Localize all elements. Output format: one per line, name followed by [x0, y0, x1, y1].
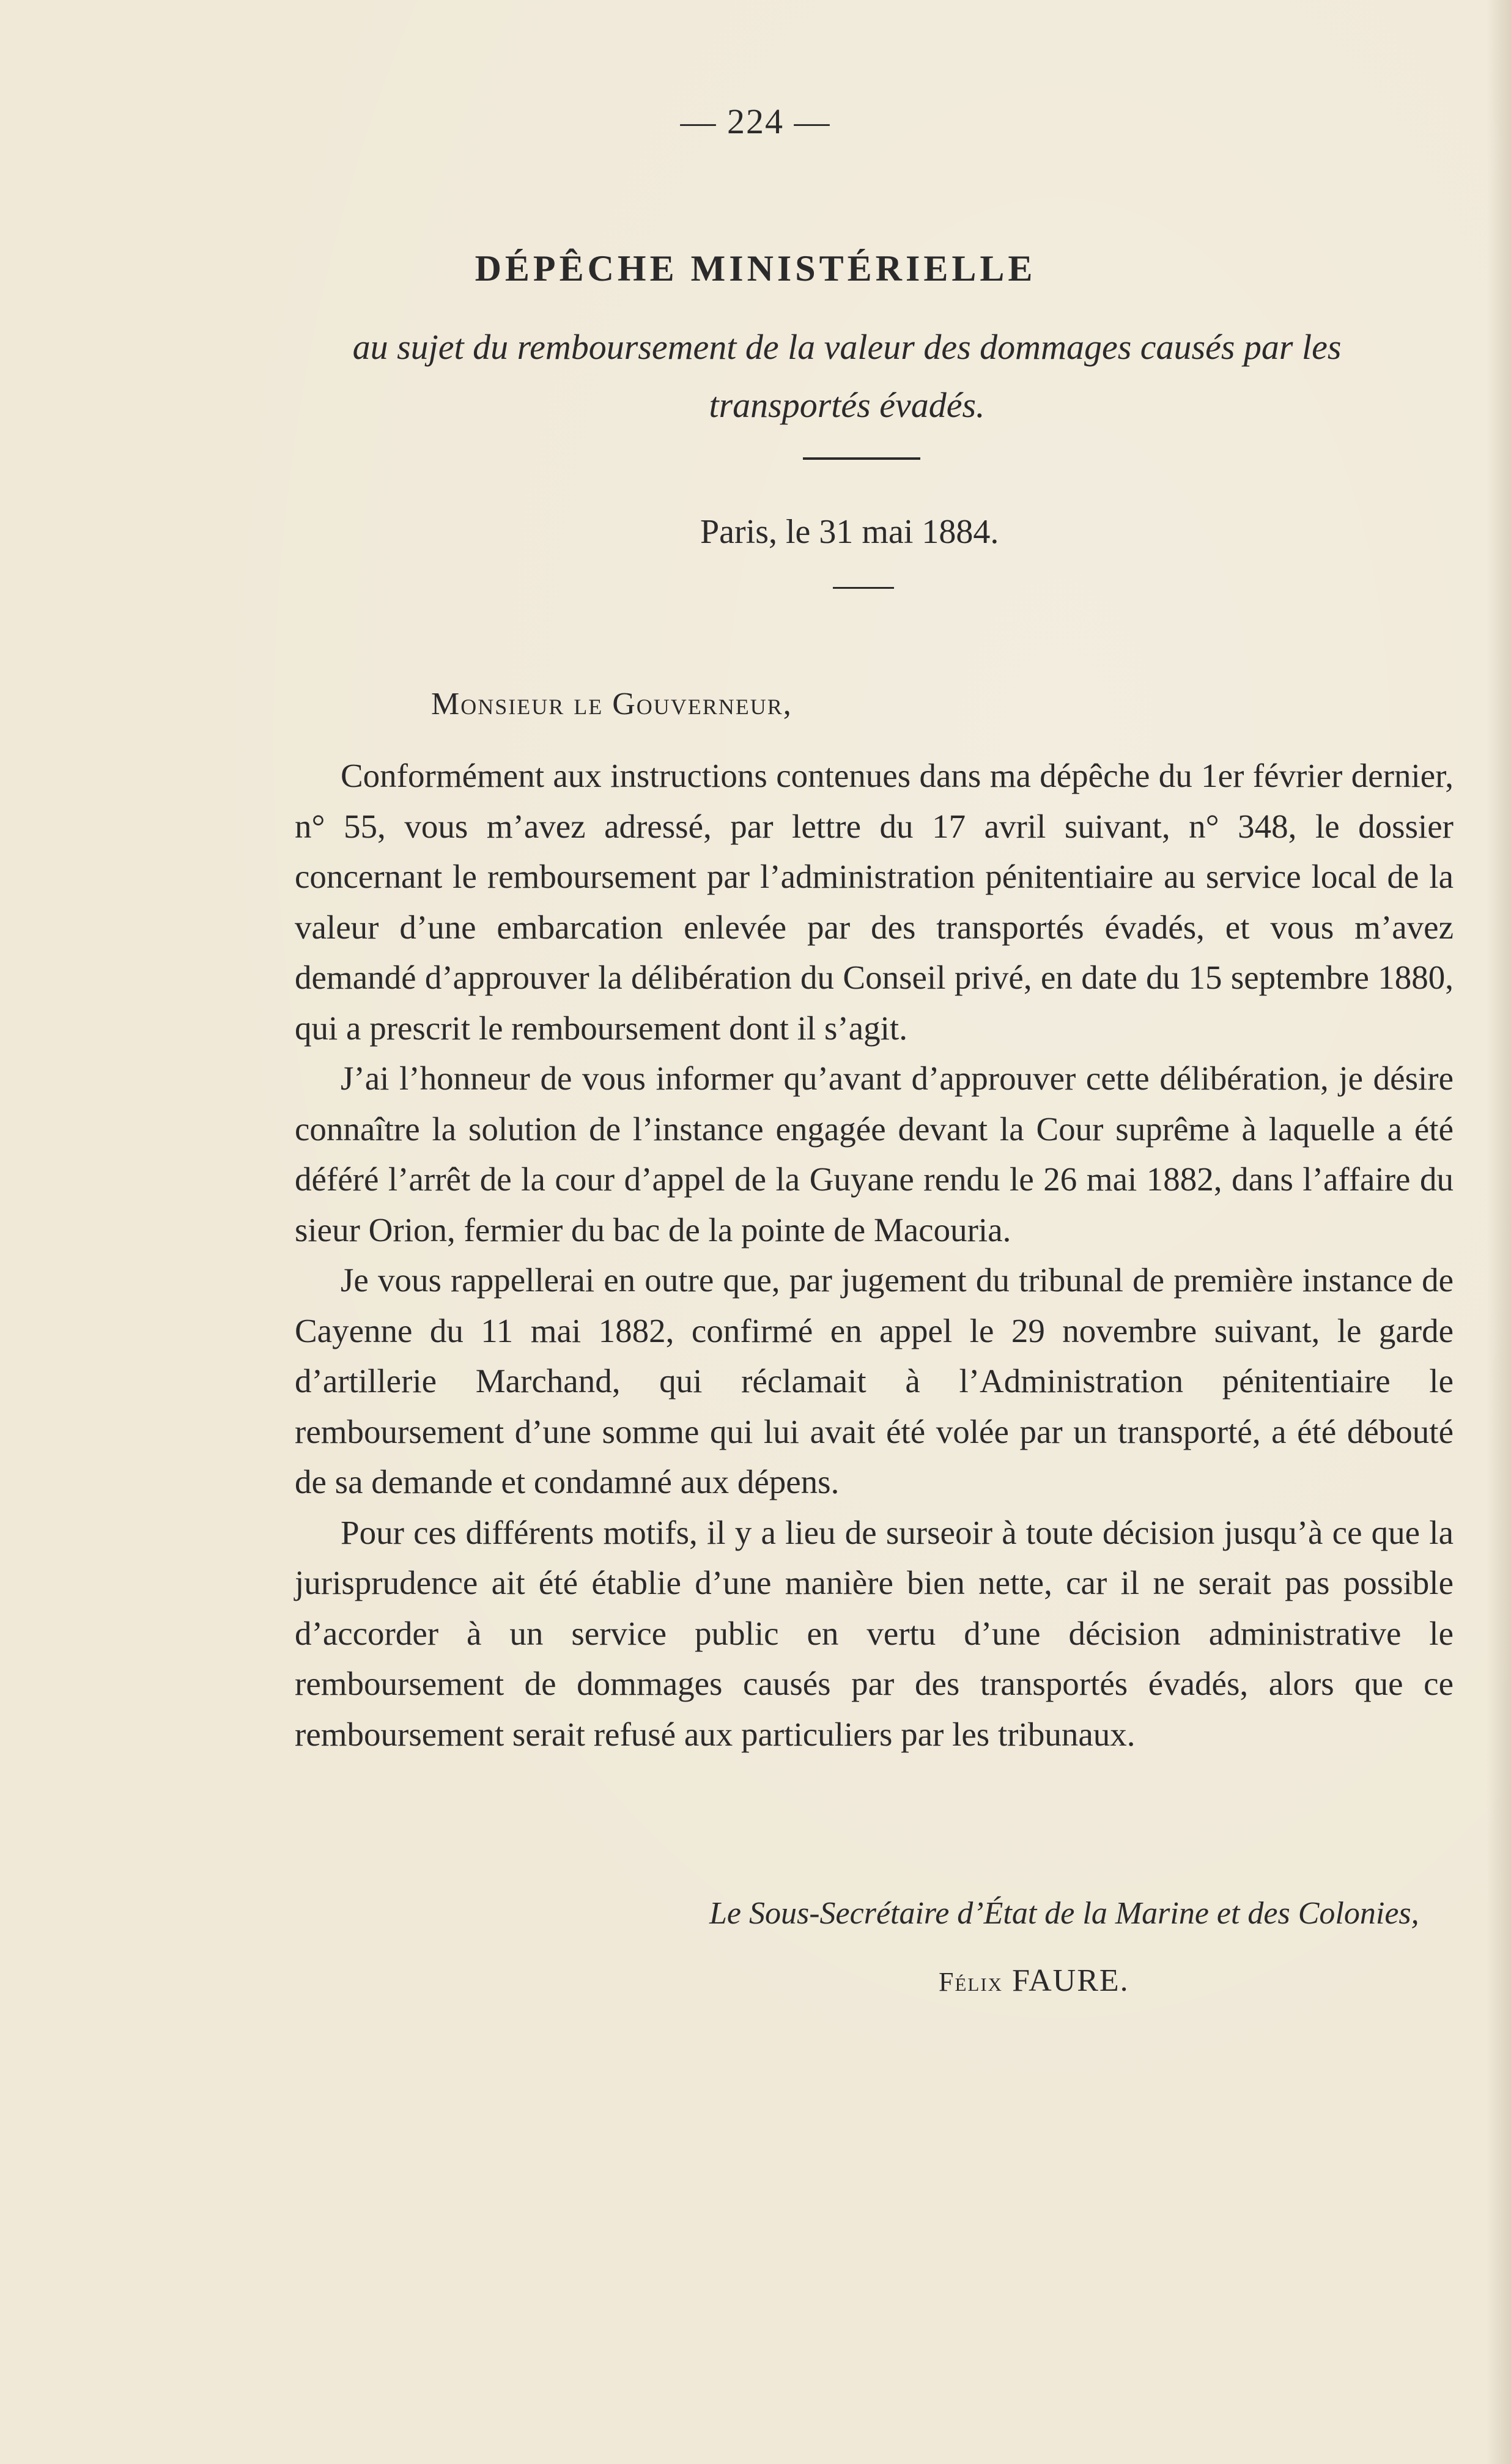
letter-body: [295, 751, 1454, 1760]
page-number: — 224 —: [680, 101, 831, 141]
document-subtitle: au sujet du remboursement de la valeur des dommages causés par les transportés évadés.: [352, 327, 1342, 425]
separator-rule-short: [833, 587, 894, 589]
paragraph: J’ai l’honneur de vous informer qu’avant d’approuver cette délibération, je désire connaître la solution de l’instance engagée devant la Cour suprême à laquelle a été déféré l’arrêt de la cour d’appel de la Guyane rendu le 26 mai 1882, dans l’affaire du sieur Orion, fermier du bac de la pointe de Macouria.: [295, 1060, 1454, 1249]
document-title: DÉPÊCHE MINISTÉRIELLE: [475, 248, 1036, 289]
paragraph: Conformément aux instructions contenues dans ma dépêche du 1er février dernier, n° 55, vous m’avez adressé, par lettre du 17 avril suivant, n° 348, le dossier concernant le remboursement par l’administration pénitentiaire au service local de la valeur d’une embarcation enlevée par des transportés évadés, et vous m’avez demandé d’approuver la délibération du Conseil privé, en date du 15 septembre 1880, qui a prescrit le remboursement dont il s’agit.: [295, 757, 1454, 1047]
signatory-title: Le Sous-Secrétaire d’État de la Marine et des Colonies,: [709, 1896, 1419, 1931]
dateline: Paris, le 31 mai 1884.: [700, 513, 999, 551]
signatory-name: [939, 1963, 1129, 1999]
salutation: Monsieur le Gouverneur,: [431, 687, 792, 721]
signatory-last-name: FAURE.: [1012, 1963, 1129, 1998]
separator-rule: [803, 457, 920, 460]
paragraph: Pour ces différents motifs, il y a lieu de surseoir à toute décision jusqu’à ce que la jurisprudence ait été établie d’une manière bien nette, car il ne serait pas possible d’accorder à un service public en vertu d’une décision administrative le remboursement de dommages causés par des transportés évadés, alors que ce remboursement serait refusé aux particuliers par les tribunaux.: [295, 1513, 1454, 1753]
page-edge-shadow: [1487, 0, 1511, 2464]
signatory-first-name: Félix: [939, 1967, 1003, 1997]
paragraph: Je vous rappellerai en outre que, par jugement du tribunal de première instance de Cayenne du 11 mai 1882, confirmé en appel le 29 novembre suivant, le garde d’artillerie Marchand, qui réclamait à l’Administration pénitentiaire le remboursement d’une somme qui lui avait été volée par un transporté, a été débouté de sa demande et condamné aux dépens.: [295, 1261, 1454, 1500]
